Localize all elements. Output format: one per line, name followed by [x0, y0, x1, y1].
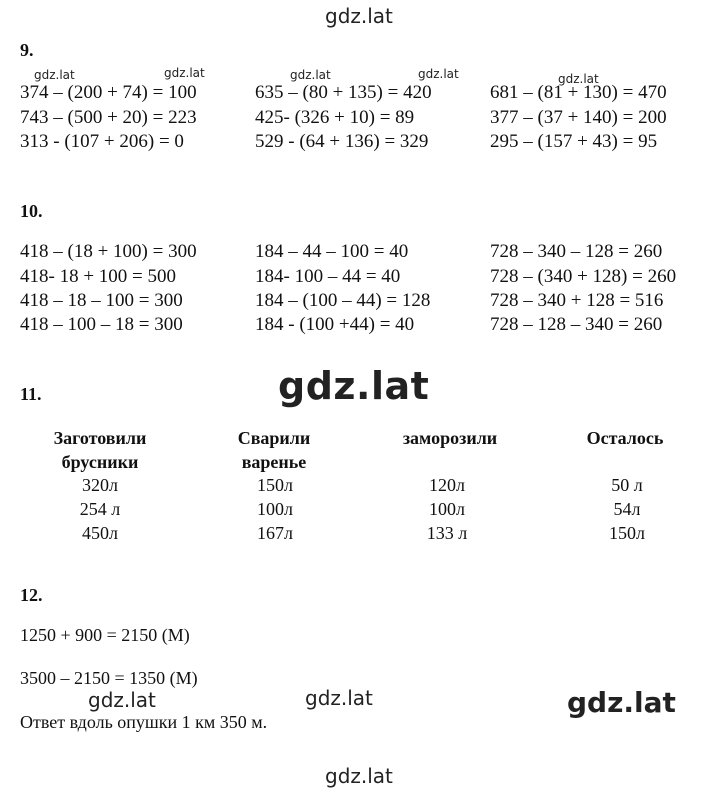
watermark-small: gdz.lat: [34, 68, 75, 82]
table-cell: 100л: [257, 499, 293, 519]
watermark-mid: gdz.lat: [88, 688, 156, 712]
task-10-equation: 728 – 340 – 128 = 260: [490, 241, 663, 262]
task-10-equation: 184- 100 – 44 = 40: [255, 266, 401, 287]
task-10-number: 10.: [20, 201, 43, 221]
task-11-number: 11.: [20, 384, 42, 404]
task-12-number: 12.: [20, 585, 43, 605]
watermark-top: gdz.lat: [325, 4, 393, 28]
table-cell: 100л: [429, 499, 465, 519]
task-10-equation: 418 – (18 + 100) = 300: [20, 241, 197, 262]
task-10-equation: 184 – 44 – 100 = 40: [255, 241, 409, 262]
task-9-equation: 313 - (107 + 206) = 0: [20, 131, 184, 152]
task-9-equation: 529 - (64 + 136) = 329: [255, 131, 429, 152]
table-cell: 150л: [609, 523, 645, 543]
table-cell: 54л: [613, 499, 641, 519]
table-cell: 254 л: [79, 499, 121, 519]
table-header: заморозили: [402, 428, 498, 448]
task-12-line: 1250 + 900 = 2150 (М): [20, 625, 190, 645]
task-10-equation: 418 – 18 – 100 = 300: [20, 290, 183, 311]
task-10-equation: 184 – (100 – 44) = 128: [255, 290, 431, 311]
table-header: Осталось: [586, 428, 664, 448]
table-header: Заготовили брусники: [53, 428, 147, 472]
task-9-equation: 377 – (37 + 140) = 200: [490, 107, 667, 128]
table-cell: 167л: [257, 523, 293, 543]
table-cell: 450л: [82, 523, 118, 543]
task-10-equation: 184 - (100 +44) = 40: [255, 314, 415, 335]
task-9-number: 9.: [20, 40, 34, 60]
task-10-equation: 728 – (340 + 128) = 260: [490, 266, 677, 287]
table-cell: 133 л: [426, 523, 468, 543]
table-cell: 150л: [257, 475, 293, 495]
task-10-equation: 418 – 100 – 18 = 300: [20, 314, 183, 335]
task-9-equation: 681 – (81 + 130) = 470: [490, 82, 667, 103]
task-10-equation: 728 – 340 + 128 = 516: [490, 290, 664, 311]
task-10-equation: 728 – 128 – 340 = 260: [490, 314, 663, 335]
task-9-equation: 374 – (200 + 74) = 100: [20, 82, 197, 103]
task-12-answer: Ответ вдоль опушки 1 км 350 м.: [20, 712, 268, 732]
task-9-equation: 635 – (80 + 135) = 420: [255, 82, 432, 103]
table-cell: 50 л: [611, 475, 643, 495]
task-9-equation: 295 – (157 + 43) = 95: [490, 131, 658, 152]
watermark-big: gdz.lat: [278, 364, 430, 408]
watermark-small: gdz.lat: [164, 66, 205, 80]
watermark-small: gdz.lat: [418, 67, 459, 81]
watermark-small: gdz.lat: [290, 68, 331, 82]
task-10-equation: 418- 18 + 100 = 500: [20, 266, 177, 287]
table-cell: 320л: [82, 475, 118, 495]
watermark-mid: gdz.lat: [305, 686, 373, 710]
task-12-line: 3500 – 2150 = 1350 (М): [20, 668, 198, 688]
watermark-small: gdz.lat: [558, 72, 599, 86]
table-cell: 120л: [429, 475, 465, 495]
table-header: Сварили варенье: [237, 428, 311, 472]
task-9-equation: 743 – (500 + 20) = 223: [20, 107, 197, 128]
watermark-large: gdz.lat: [567, 686, 676, 719]
task-9-equation: 425- (326 + 10) = 89: [255, 107, 415, 128]
watermark-bottom: gdz.lat: [325, 764, 393, 788]
